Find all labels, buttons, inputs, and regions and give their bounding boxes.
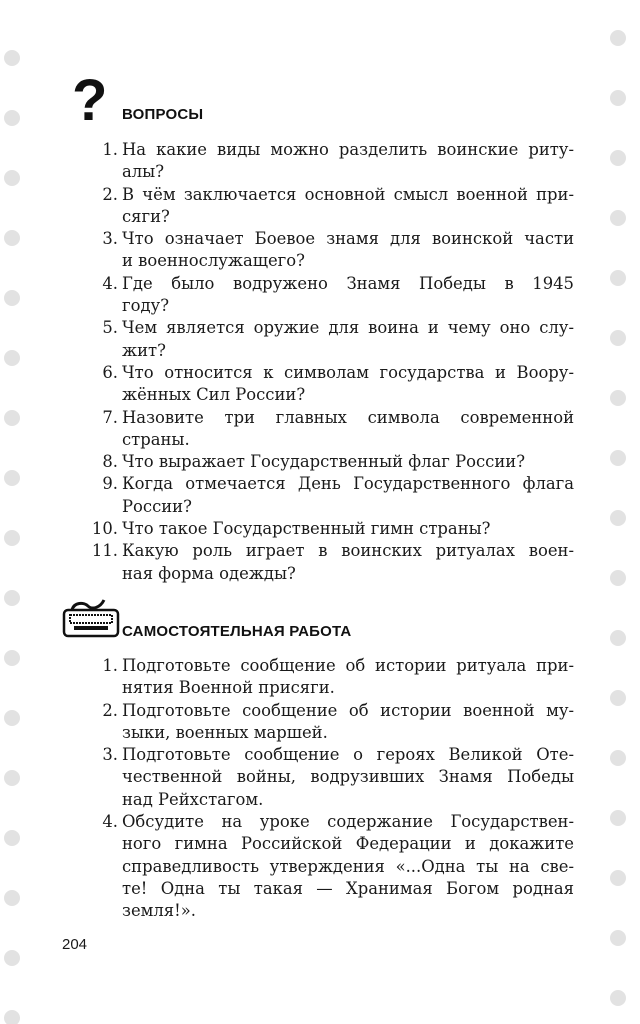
watermark-logo-icon: [610, 390, 626, 406]
list-item: [88, 139, 574, 184]
item-number: 4.: [102, 273, 118, 293]
item-text-line: На какие виды можно разделить воинские риту-: [122, 140, 574, 159]
watermark-logo-icon: [610, 510, 626, 526]
watermark-logo-icon: [610, 630, 626, 646]
item-number: 1.: [102, 656, 118, 675]
item-number: 5.: [102, 318, 118, 338]
watermark-logo-icon: [610, 330, 626, 346]
list-item: [88, 407, 574, 452]
item-text-line: те! Одна ты такая — Хранимая Богом родная: [122, 878, 574, 898]
item-text-line: Какую роль играет в воинских ритуалах воен-: [122, 541, 574, 561]
list-item: [88, 540, 574, 585]
watermark-logo-icon: [610, 750, 626, 766]
list-item: [88, 473, 574, 518]
item-number: 2.: [102, 184, 118, 204]
watermark-logo-icon: [610, 450, 626, 466]
item-text-line: Что означает Боевое знамя для воинской части: [122, 229, 574, 249]
page-number: 204: [62, 936, 88, 953]
tasks-list: [88, 655, 574, 923]
watermark-logo-icon: [4, 950, 20, 966]
list-item: [88, 744, 574, 811]
item-number: 4.: [102, 812, 118, 832]
list-item: [88, 451, 574, 473]
watermark-logo-icon: [610, 570, 626, 586]
tasks-heading: САМОСТОЯТЕЛЬНАЯ РАБОТА: [122, 623, 352, 640]
watermark-logo-icon: [4, 830, 20, 846]
watermark-logo-icon: [4, 530, 20, 546]
item-text-line: ного гимна Российской Федерации и докажите: [122, 834, 574, 854]
questions-list: [88, 139, 574, 585]
watermark-logo-icon: [4, 770, 20, 786]
questions-heading: ВОПРОСЫ: [122, 106, 204, 123]
watermark-logo-icon: [610, 210, 626, 226]
list-item: [88, 700, 574, 745]
item-number: 3.: [102, 745, 118, 765]
watermark-logo-icon: [4, 590, 20, 606]
item-text-line: Назовите три главных символа современной: [122, 407, 574, 427]
item-number: 6.: [102, 362, 118, 382]
item-number: 9.: [102, 474, 118, 494]
list-item: [88, 362, 574, 407]
item-text-line: над Рейхстагом.: [122, 789, 264, 809]
watermark-logo-icon: [610, 690, 626, 706]
item-text-line: Чем является оружие для воина и чему оно слу-: [122, 318, 574, 338]
item-number: 3.: [102, 229, 118, 249]
list-item: [88, 655, 574, 700]
watermark-logo-icon: [4, 410, 20, 426]
keyboard-icon: [62, 598, 120, 638]
watermark-logo-icon: [4, 230, 20, 246]
watermark-logo-icon: [610, 150, 626, 166]
item-text-line: Что такое Государственный гимн страны?: [122, 519, 491, 539]
item-text-line: Подготовьте сообщение о героях Великой Оте-: [122, 745, 574, 765]
list-item: [88, 518, 574, 540]
item-text-line: Когда отмечается День Государственного флага: [122, 474, 574, 494]
item-text-line: Обсудите на уроке содержание Государствен-: [122, 812, 574, 832]
item-number: 2.: [102, 700, 118, 720]
list-item: [88, 228, 574, 273]
watermark-logo-icon: [4, 710, 20, 726]
item-number: 7.: [102, 407, 118, 427]
item-text-line: Где было водружено Знамя Победы в 1945: [122, 273, 574, 293]
item-text-line: России?: [122, 496, 192, 516]
item-text-line: В чём заключается основной смысл военной при-: [122, 184, 574, 204]
item-text-line: зыки, военных маршей.: [122, 722, 328, 742]
item-number: 8.: [102, 452, 118, 472]
watermark-logo-icon: [4, 290, 20, 306]
item-text-line: жённых Сил России?: [122, 385, 306, 405]
item-text-line: алы?: [122, 162, 165, 182]
question-mark-icon: ?: [72, 68, 108, 133]
item-text-line: году?: [122, 296, 169, 316]
item-text-line: Что относится к символам государства и Воору-: [122, 362, 574, 382]
item-text-line: чественной войны, водрузивших Знамя Победы: [122, 767, 574, 787]
item-text-line: жит?: [122, 340, 166, 360]
item-text-line: Подготовьте сообщение об истории военной му-: [122, 700, 574, 720]
watermark-logo-icon: [610, 810, 626, 826]
watermark-logo-icon: [610, 930, 626, 946]
watermark-logo-icon: [4, 50, 20, 66]
item-text-line: справедливость утверждения «...Одна ты на све-: [122, 856, 574, 876]
watermark-logo-icon: [4, 470, 20, 486]
item-number: 10.: [91, 519, 118, 539]
list-item: [88, 273, 574, 318]
watermark-logo-icon: [4, 170, 20, 186]
watermark-logo-icon: [610, 270, 626, 286]
item-text-line: страны.: [122, 429, 190, 449]
watermark-logo-icon: [4, 650, 20, 666]
watermark-logo-icon: [4, 890, 20, 906]
item-text-line: Подготовьте сообщение об истории ритуала при-: [122, 656, 574, 675]
list-item: [88, 184, 574, 229]
item-text-line: Что выражает Государственный флаг России?: [122, 452, 525, 472]
item-number: 11.: [91, 541, 118, 561]
watermark-logo-icon: [4, 1010, 20, 1024]
list-item: [88, 317, 574, 362]
item-number: 1.: [102, 140, 118, 159]
watermark-logo-icon: [610, 30, 626, 46]
item-text-line: земля!».: [122, 901, 196, 921]
list-item: [88, 811, 574, 922]
item-text-line: ная форма одежды?: [122, 563, 296, 583]
item-text-line: сяги?: [122, 206, 170, 226]
watermark-logo-icon: [4, 350, 20, 366]
item-text-line: нятия Военной присяги.: [122, 678, 335, 698]
watermark-logo-icon: [610, 90, 626, 106]
watermark-logo-icon: [4, 110, 20, 126]
watermark-logo-icon: [610, 870, 626, 886]
watermark-logo-icon: [610, 990, 626, 1006]
item-text-line: и военнослужащего?: [122, 251, 305, 271]
